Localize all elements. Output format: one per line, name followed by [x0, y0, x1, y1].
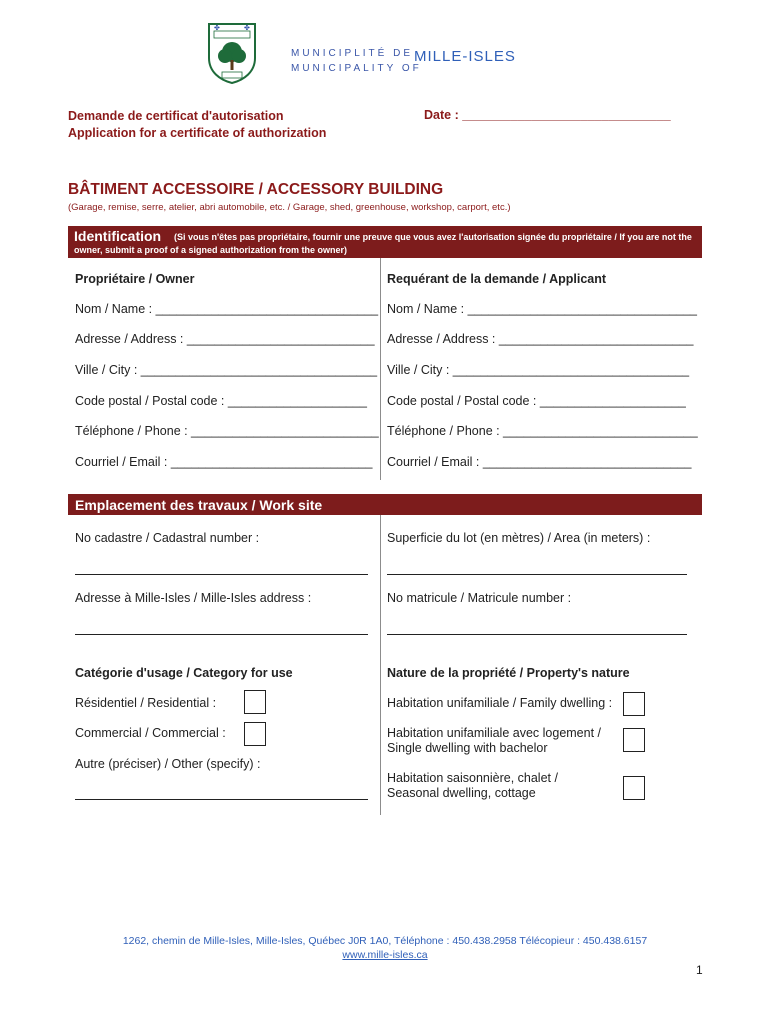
document-title: BÂTIMENT ACCESSOIRE / ACCESSORY BUILDING — [68, 181, 444, 198]
category-commercial-label: Commercial / Commercial : — [75, 726, 226, 740]
applicant-address-field[interactable]: Adresse / Address : ____________________________ — [387, 332, 694, 346]
category-residential-label: Résidentiel / Residential : — [75, 696, 217, 710]
identification-note-text: (Si vous n'êtes pas propriétaire, fournir une preuve que vous avez l'autorisation signée du propriétaire / If you are not the owner, submit a proof of a signed authorization from the owner) — [74, 232, 692, 255]
owner-name-field[interactable]: Nom / Name : ________________________________ — [75, 302, 379, 316]
family-dwelling-checkbox[interactable] — [623, 692, 645, 716]
applicant-city-field[interactable]: Ville / City : __________________________________ — [387, 363, 690, 377]
nature-bachelor-line2: Single dwelling with bachelor — [387, 741, 548, 755]
municipality-fr: MUNICIPLITÉ DE — [291, 48, 414, 59]
svg-text:✤: ✤ — [244, 24, 250, 32]
identification-note — [74, 231, 696, 257]
municipality-en: MUNICIPALITY OF — [291, 63, 422, 74]
document-subtitle: (Garage, remise, serre, atelier, abri automobile, etc. / Garage, shed, greenhouse, workshop, carport, etc.) — [68, 202, 511, 213]
applicant-heading: Requérant de la demande / Applicant — [387, 272, 607, 286]
applicant-postal-field[interactable]: Code postal / Postal code : _____________________ — [387, 394, 686, 408]
bachelor-dwelling-checkbox[interactable] — [623, 728, 645, 752]
svg-text:✤: ✤ — [214, 24, 220, 32]
owner-postal-field[interactable]: Code postal / Postal code : ____________________ — [75, 394, 367, 408]
owner-address-field[interactable]: Adresse / Address : ___________________________ — [75, 332, 375, 346]
owner-city-field[interactable]: Ville / City : __________________________________ — [75, 363, 378, 377]
request-type-fr: Demande de certificat d'autorisation — [68, 109, 284, 123]
nature-heading: Nature de la propriété / Property's nature — [387, 666, 630, 680]
category-other-input-line[interactable] — [75, 799, 368, 800]
date-field[interactable]: Date : ______________________________ — [424, 108, 671, 122]
applicant-phone-field[interactable]: Téléphone / Phone : ____________________________ — [387, 424, 698, 438]
worksite-heading: Emplacement des travaux / Work site — [75, 497, 323, 513]
worksite-section-header — [68, 494, 702, 515]
commercial-checkbox[interactable] — [244, 722, 266, 746]
municipality-label — [291, 46, 422, 76]
owner-phone-field[interactable]: Téléphone / Phone : ___________________________ — [75, 424, 379, 438]
request-type — [68, 108, 326, 142]
seasonal-dwelling-checkbox[interactable] — [623, 776, 645, 800]
nature-family-dwelling-label: Habitation unifamiliale / Family dwelling : — [387, 696, 613, 710]
applicant-email-field[interactable]: Courriel / Email : ______________________________ — [387, 455, 692, 469]
footer-address: 1262, chemin de Mille-Isles, Mille-Isles, Québec J0R 1A0, Téléphone : 450.438.2958 Télécopieur : 450.438.6157 — [122, 935, 648, 947]
worksite-address-input-line[interactable] — [75, 634, 368, 635]
nature-seasonal-line1: Habitation saisonnière, chalet / — [387, 771, 558, 785]
identification-section-header — [68, 226, 702, 258]
area-input-line[interactable] — [387, 574, 687, 575]
residential-checkbox[interactable] — [244, 690, 266, 714]
applicant-name-field[interactable]: Nom / Name : _________________________________ — [387, 302, 697, 316]
category-heading: Catégorie d'usage / Category for use — [75, 666, 293, 680]
matricule-input-line[interactable] — [387, 634, 687, 635]
owner-heading: Propriétaire / Owner — [75, 272, 195, 286]
nature-bachelor-label — [387, 726, 601, 756]
owner-email-field[interactable]: Courriel / Email : _____________________________ — [75, 455, 373, 469]
town-name: MILLE-ISLES — [414, 48, 516, 65]
municipal-crest-icon — [206, 22, 258, 84]
matricule-label: No matricule / Matricule number : — [387, 591, 572, 605]
identification-heading: Identification — [74, 228, 162, 244]
page-number: 1 — [696, 963, 703, 977]
nature-seasonal-label — [387, 771, 558, 801]
column-divider — [380, 258, 381, 480]
column-divider — [380, 515, 381, 815]
footer-website-link[interactable]: www.mille-isles.ca — [342, 949, 428, 961]
category-other-label: Autre (préciser) / Other (specify) : — [75, 757, 261, 771]
request-type-en: Application for a certificate of authorization — [68, 126, 327, 140]
cadastre-label: No cadastre / Cadastral number : — [75, 531, 260, 545]
area-label: Superficie du lot (en mètres) / Area (in meters) : — [387, 531, 651, 545]
nature-seasonal-line2: Seasonal dwelling, cottage — [387, 786, 536, 800]
cadastre-input-line[interactable] — [75, 574, 368, 575]
worksite-address-label: Adresse à Mille-Isles / Mille-Isles address : — [75, 591, 312, 605]
nature-bachelor-line1: Habitation unifamiliale avec logement / — [387, 726, 602, 740]
